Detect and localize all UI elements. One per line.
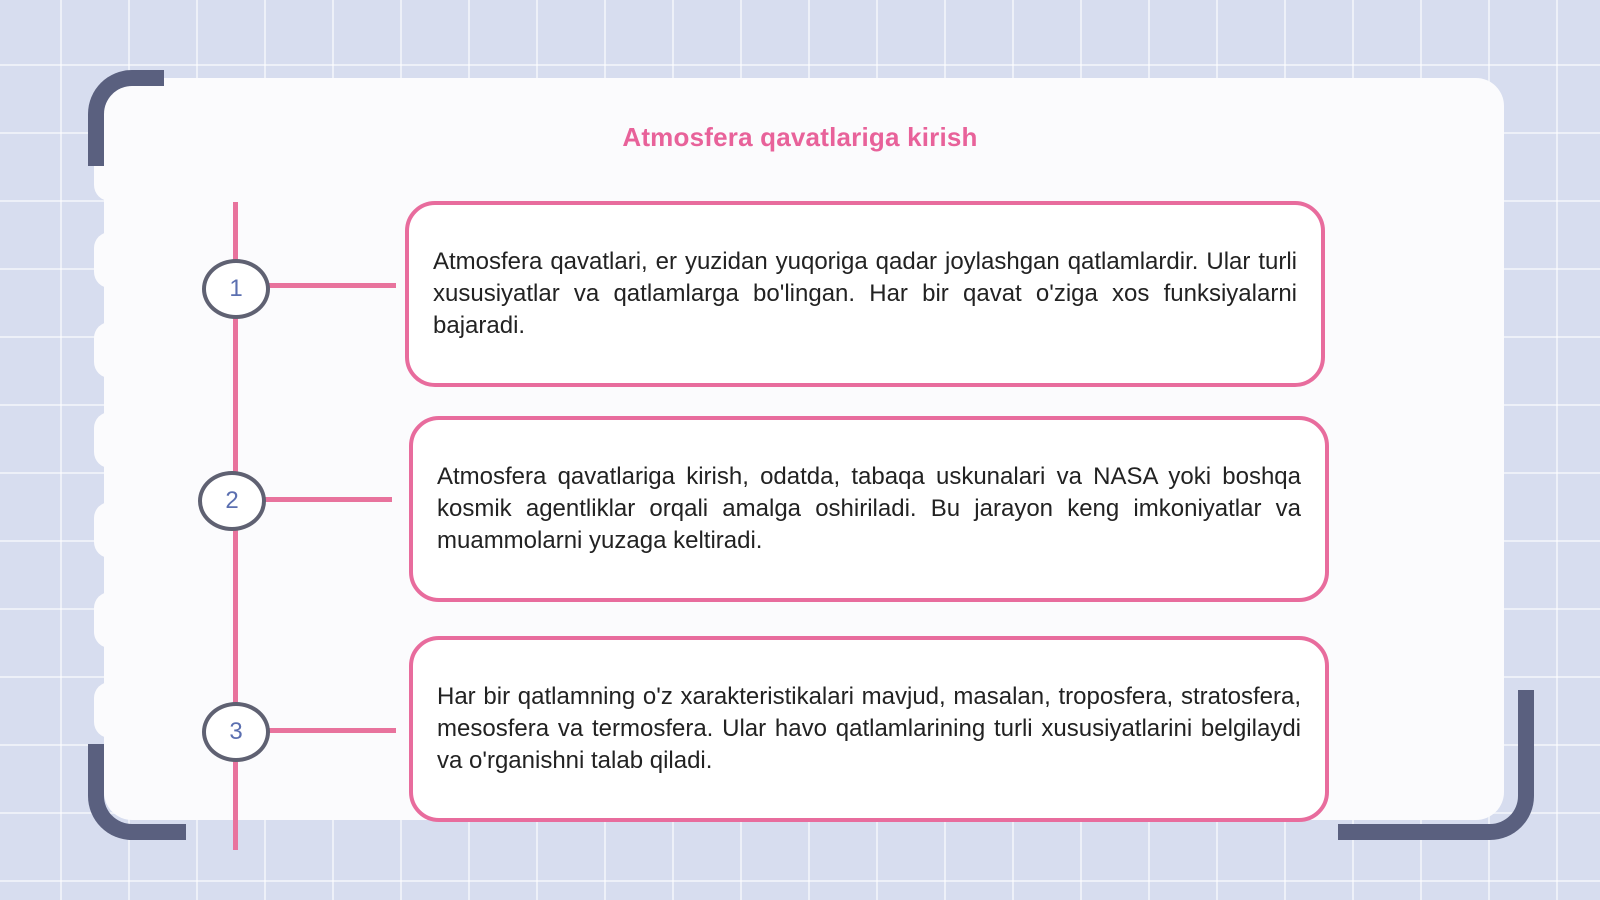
step-number-1: 1 — [202, 259, 270, 319]
notebook-tab — [94, 232, 126, 288]
notebook-tab — [94, 412, 126, 468]
notebook-tab — [94, 592, 126, 648]
step-text-3: Har bir qatlamning o'z xarakteristikalari mavjud, masalan, troposfera, stratosfera, mesosfera va termosfera. Ular havo qatlamlarining turli xususiyatlarini belgilaydi va o'rganishni talab qiladi. — [437, 683, 1301, 774]
timeline-connector — [258, 497, 392, 502]
step-card-3 — [409, 636, 1329, 822]
step-number-3: 3 — [202, 702, 270, 762]
timeline-connector — [262, 728, 396, 733]
slide-title: Atmosfera qavatlariga kirish — [622, 122, 978, 152]
corner-bracket-bottom-left — [88, 744, 186, 840]
step-text-2: Atmosfera qavatlariga kirish, odatda, tabaqa uskunalari va NASA yoki boshqa kosmik agentliklar orqali amalga oshiriladi. Bu jarayon keng imkoniyatlar va muammolarni yuzaga keltiradi. — [437, 463, 1301, 554]
corner-bracket-bottom-right — [1338, 690, 1534, 840]
notebook-tab — [94, 322, 126, 378]
step-number-2: 2 — [198, 471, 266, 531]
step-card-2 — [409, 416, 1329, 602]
notebook-tab — [94, 682, 126, 738]
step-card-1 — [405, 201, 1325, 387]
timeline-connector — [262, 283, 396, 288]
notebook-tab — [94, 502, 126, 558]
step-text-1: Atmosfera qavatlari, er yuzidan yuqoriga qadar joylashgan qatlamlardir. Ular turli xususiyatlar va qatlamlarga bo'lingan. Har bir qavat o'ziga xos funksiyalarni bajaradi. — [433, 248, 1297, 339]
